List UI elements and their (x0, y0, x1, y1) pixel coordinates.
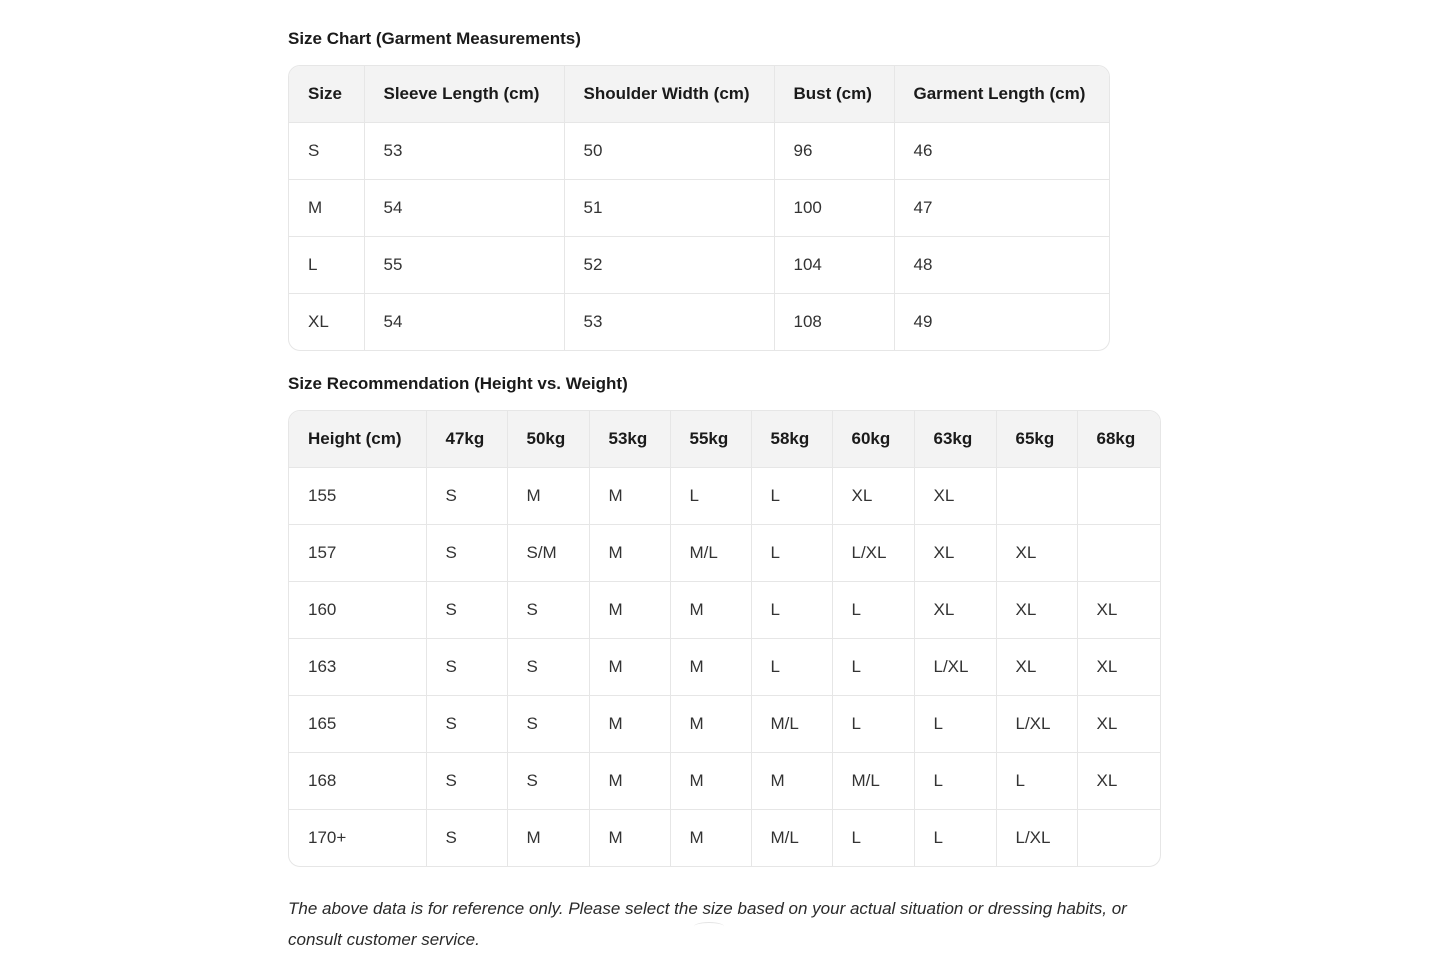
table-cell: L (751, 582, 832, 639)
size-recommendation-title: Size Recommendation (Height vs. Weight) (288, 374, 628, 393)
table-cell (1077, 810, 1160, 867)
table-row (289, 810, 1160, 867)
table-cell: 160 (289, 582, 426, 639)
table-cell: XL (996, 639, 1077, 696)
table-cell: 104 (774, 237, 894, 294)
table-cell: S (507, 639, 589, 696)
table-cell: M/L (832, 753, 914, 810)
table-cell: 52 (564, 237, 774, 294)
table-cell: M (751, 753, 832, 810)
table-row (289, 753, 1160, 810)
table-header-row (289, 411, 1160, 468)
table-cell: XL (1077, 696, 1160, 753)
table-cell: L (751, 525, 832, 582)
table-cell: M (670, 696, 751, 753)
table-cell: 51 (564, 180, 774, 237)
table-cell: 54 (364, 180, 564, 237)
table-cell: L/XL (914, 639, 996, 696)
column-header: Shoulder Width (cm) (564, 66, 774, 123)
table-cell: 54 (364, 294, 564, 351)
table-cell: 100 (774, 180, 894, 237)
table-cell: M (670, 582, 751, 639)
column-header: 65kg (996, 411, 1077, 468)
table-cell: 53 (364, 123, 564, 180)
table-cell: 48 (894, 237, 1109, 294)
table-cell: M (589, 639, 670, 696)
table-cell: S (289, 123, 364, 180)
table-cell: 46 (894, 123, 1109, 180)
table-cell: 165 (289, 696, 426, 753)
column-header: 60kg (832, 411, 914, 468)
table-cell: M (507, 468, 589, 525)
size-chart-title: Size Chart (Garment Measurements) (288, 29, 581, 48)
column-header: 47kg (426, 411, 507, 468)
column-header: 50kg (507, 411, 589, 468)
column-header: Sleeve Length (cm) (364, 66, 564, 123)
table-cell: M (589, 582, 670, 639)
table-cell: L (914, 696, 996, 753)
table-cell: L (832, 639, 914, 696)
table-cell: M (670, 639, 751, 696)
table-cell: 108 (774, 294, 894, 351)
table-cell: M (589, 468, 670, 525)
table-row (289, 123, 1109, 180)
table-cell: XL (914, 468, 996, 525)
table-cell: L (832, 696, 914, 753)
table-cell: L (289, 237, 364, 294)
table-cell: XL (832, 468, 914, 525)
table-cell: L (832, 810, 914, 867)
table-cell: XL (996, 582, 1077, 639)
table-cell: XL (914, 525, 996, 582)
column-header: 55kg (670, 411, 751, 468)
table-cell: S (507, 696, 589, 753)
table-cell: S/M (507, 525, 589, 582)
scroll-indicator (694, 922, 724, 931)
table-cell (996, 468, 1077, 525)
table-cell: L/XL (996, 810, 1077, 867)
table-cell: L (751, 468, 832, 525)
table-cell: S (426, 810, 507, 867)
table-cell: M/L (670, 525, 751, 582)
table-cell: 47 (894, 180, 1109, 237)
table-cell: S (426, 525, 507, 582)
table-cell: 157 (289, 525, 426, 582)
table-cell: M (507, 810, 589, 867)
column-header: 68kg (1077, 411, 1160, 468)
column-header: Bust (cm) (774, 66, 894, 123)
table-row (289, 237, 1109, 294)
table-cell: XL (1077, 753, 1160, 810)
table-header-row (289, 66, 1109, 123)
table-cell: 49 (913, 312, 933, 331)
size-recommendation-table-container (288, 410, 1161, 867)
table-cell: 53 (564, 294, 774, 351)
table-cell: XL (1077, 639, 1160, 696)
table-cell: 96 (774, 123, 894, 180)
table-cell: S (426, 753, 507, 810)
column-header: Height (cm) (289, 411, 426, 468)
table-cell: S (426, 639, 507, 696)
table-cell: 55 (364, 237, 564, 294)
size-chart-table-container (288, 65, 1110, 351)
table-cell: L (914, 810, 996, 867)
table-cell: M (589, 753, 670, 810)
size-recommendation-table (289, 411, 1160, 866)
table-cell: XL (1077, 582, 1160, 639)
reference-note: The above data is for reference only. Please select the size based on your actual situation or dressing habits, or consult customer service. (288, 899, 1127, 949)
table-row (289, 696, 1160, 753)
table-cell: M (670, 810, 751, 867)
table-cell (1077, 525, 1160, 582)
table-cell: L (914, 753, 996, 810)
table-row (289, 582, 1160, 639)
table-row (289, 180, 1109, 237)
table-cell: L/XL (832, 525, 914, 582)
table-cell: M (289, 180, 364, 237)
table-cell: S (426, 582, 507, 639)
size-chart-table (289, 66, 1109, 350)
table-cell: L/XL (996, 696, 1077, 753)
table-cell: 168 (289, 753, 426, 810)
table-cell: M/L (751, 696, 832, 753)
table-cell: XL (996, 525, 1077, 582)
column-header: Size (289, 66, 364, 123)
table-cell: L (751, 639, 832, 696)
column-header: 63kg (914, 411, 996, 468)
table-cell: XL (914, 582, 996, 639)
table-cell: 170+ (289, 810, 426, 867)
table-row (289, 294, 1109, 351)
table-row (289, 639, 1160, 696)
table-row (289, 525, 1160, 582)
table-row (289, 468, 1160, 525)
column-header: 58kg (751, 411, 832, 468)
column-header: 53kg (589, 411, 670, 468)
table-cell: M (589, 810, 670, 867)
table-cell: M/L (751, 810, 832, 867)
table-cell: L (996, 753, 1077, 810)
table-cell: S (426, 468, 507, 525)
table-cell: XL (289, 294, 364, 351)
table-cell: S (426, 696, 507, 753)
table-cell (1077, 468, 1160, 525)
table-cell: M (589, 525, 670, 582)
table-cell: 155 (289, 468, 426, 525)
table-cell: L (670, 468, 751, 525)
table-cell: 163 (289, 639, 426, 696)
table-cell: S (507, 753, 589, 810)
table-cell: L (832, 582, 914, 639)
table-cell: M (670, 753, 751, 810)
column-header: Garment Length (cm) (894, 66, 1109, 123)
table-cell: S (507, 582, 589, 639)
table-cell: 50 (564, 123, 774, 180)
table-cell: M (589, 696, 670, 753)
